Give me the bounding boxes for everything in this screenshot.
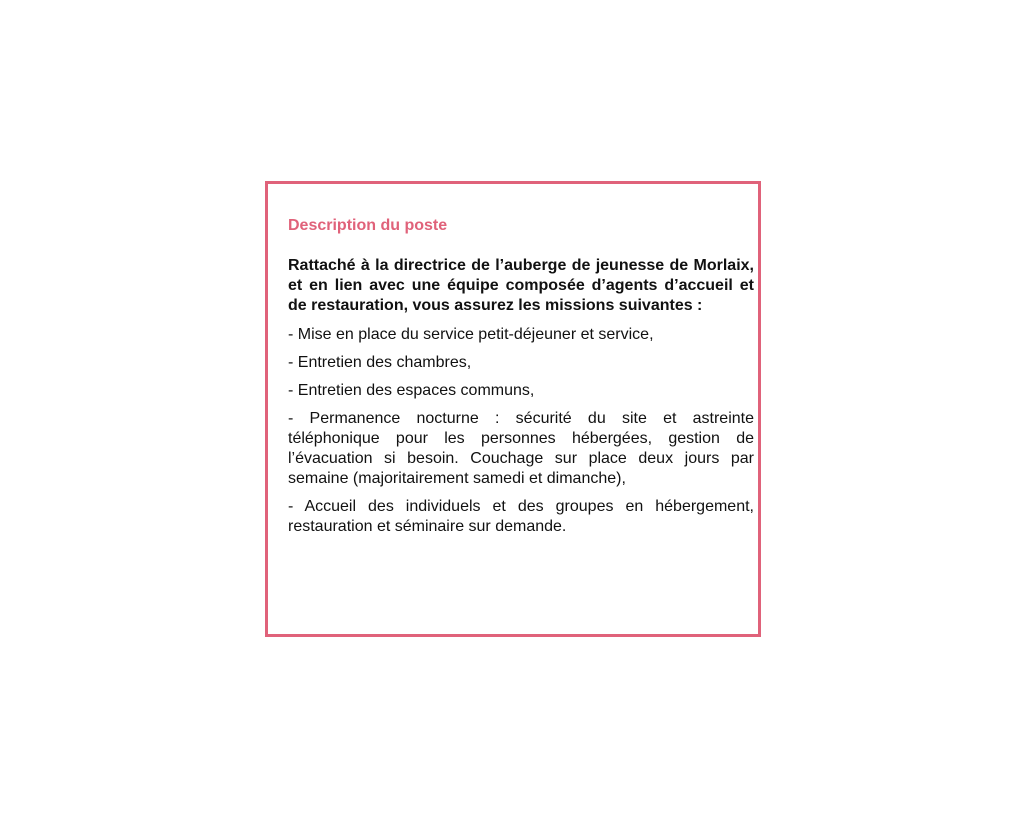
mission-item-common-areas: - Entretien des espaces communs,	[288, 382, 535, 399]
mission-item-rooms: - Entretien des chambres,	[288, 354, 472, 371]
mission-item-night-shift: - Permanence nocturne : sécurité du site et astreinte téléphonique pour les personnes hébergées, gestion de l’évacuation si besoin. Couchage sur place deux jours par semaine (majoritairement samedi et dimanche),	[288, 410, 754, 487]
job-description-content	[288, 215, 754, 545]
mission-item-reception: - Accueil des individuels et des groupes en hébergement, restauration et séminaire sur demande.	[288, 498, 754, 535]
missions-list	[288, 325, 754, 537]
intro-paragraph: Rattaché à la directrice de l’auberge de jeunesse de Morlaix, et en lien avec une équipe composée d’agents d’accueil et de restauration, vous assurez les missions suivantes :	[288, 257, 754, 314]
mission-item-breakfast: - Mise en place du service petit-déjeuner et service,	[288, 326, 654, 343]
job-description-card	[265, 181, 761, 637]
section-title: Description du poste	[288, 217, 448, 234]
